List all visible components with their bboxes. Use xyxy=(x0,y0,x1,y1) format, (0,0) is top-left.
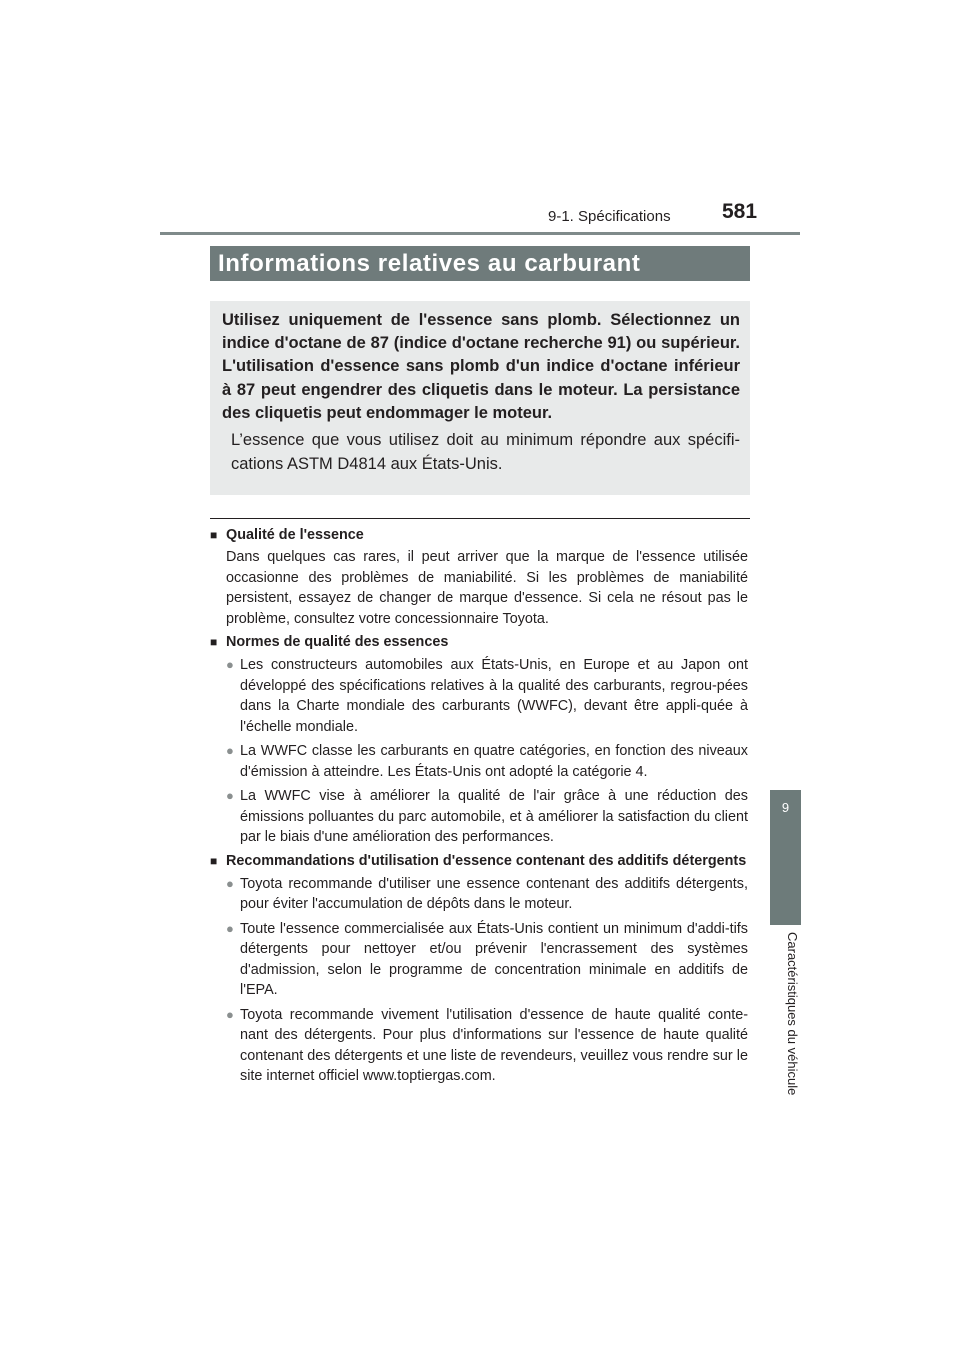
circle-bullet-icon: ● xyxy=(226,1006,234,1022)
list-item xyxy=(226,786,748,848)
list-item-text: Toute l'essence commercialisée aux États-Unis contient un minimum d'addi-tifs détergents pour nettoyer et/ou prévenir l'encrassement des systèmes d'admission, selon le programme de concentration minimale en additifs de l'EPA. xyxy=(240,920,748,998)
chapter-number: 9 xyxy=(781,800,790,815)
section-heading-detergent-additives xyxy=(210,852,748,871)
circle-bullet-icon: ● xyxy=(226,788,234,803)
square-bullet-icon: ■ xyxy=(210,853,218,868)
circle-bullet-icon: ● xyxy=(226,657,234,672)
page-number: 581 xyxy=(722,200,758,223)
list-item-text: Les constructeurs automobiles aux États-Unis, en Europe et au Japon ont développé des spécifications relatives à la qualité des carburants, regrou-pées dans la Charte mondiale des carburants (WWFC), devant être appli-quée à l'échelle mondiale. xyxy=(240,657,748,735)
list-item-text: La WWFC vise à améliorer la qualité de l'air grâce à une réduction des émissions polluantes du parc automobile, et à améliorer la satisfaction du client par le biais d'une amélioration des performances. xyxy=(240,788,748,845)
header-rule xyxy=(160,232,800,235)
section-heading-text: Qualité de l'essence xyxy=(226,527,364,543)
info-normal-text: L’essence que vous utilisez doit au minimum répondre aux spécifi-cations ASTM D4814 aux États-Unis. xyxy=(231,431,740,474)
square-bullet-icon: ■ xyxy=(210,528,218,542)
circle-bullet-icon: ● xyxy=(226,743,234,758)
chapter-label: Caractéristiques du véhicule xyxy=(785,932,800,1096)
section-heading-text: Normes de qualité des essences xyxy=(226,634,449,650)
list-item-text: Toyota recommande d'utiliser une essence contenant des additifs détergents, pour éviter l'accumulation de dépôts dans le moteur. xyxy=(240,875,748,912)
section-label: 9-1. Spécifications xyxy=(548,208,671,225)
circle-bullet-icon: ● xyxy=(226,920,234,936)
list-item-text: La WWFC classe les carburants en quatre catégories, en fonction des niveaux d'émission à atteindre. Les États-Unis ont adopté la catégorie 4. xyxy=(240,743,748,780)
section-heading-fuel-quality xyxy=(210,526,748,545)
list-item xyxy=(226,874,748,915)
content-body xyxy=(210,526,748,1091)
list-item xyxy=(226,919,748,1001)
section-divider xyxy=(210,518,750,519)
section-heading-fuel-standards xyxy=(210,633,748,652)
section-paragraph: Dans quelques cas rares, il peut arriver que la marque de l'essence utilisée occasionne des problèmes de maniabilité. Si les problèmes de maniabilité persistent, essayez de changer de marque d'essence. Si cela ne résout pas le problème, consultez votre concessionnaire Toyota. xyxy=(226,549,748,627)
list-item xyxy=(226,1005,748,1087)
list-item-text: Toyota recommande vivement l'utilisation d'essence de haute qualité conte-nant des détergents. Pour plus d'informations sur l'essence de haute qualité contenant des détergents et une liste de revendeurs, veuillez vous rendre sur le site internet officiel www.toptiergas.com. xyxy=(240,1006,748,1084)
info-box xyxy=(210,301,750,495)
circle-bullet-icon: ● xyxy=(226,875,234,891)
list-item xyxy=(226,741,748,782)
section-heading-text: Recommandations d'utilisation d'essence contenant des additifs détergents xyxy=(226,852,747,869)
list-item xyxy=(226,655,748,737)
square-bullet-icon: ■ xyxy=(210,635,218,649)
page-title: Informations relatives au carburant xyxy=(210,246,750,281)
info-bold-text: Utilisez uniquement de l'essence sans plomb. Sélectionnez un indice d'octane de 87 (indice d'octane recherche 91) ou supérieur. L'utilisation d'essence sans plomb d'un indice d'octane inférieur à 87 peut engendrer des cliquetis dans le moteur. La persistance des cliquetis peut endommager le moteur. xyxy=(222,311,740,422)
